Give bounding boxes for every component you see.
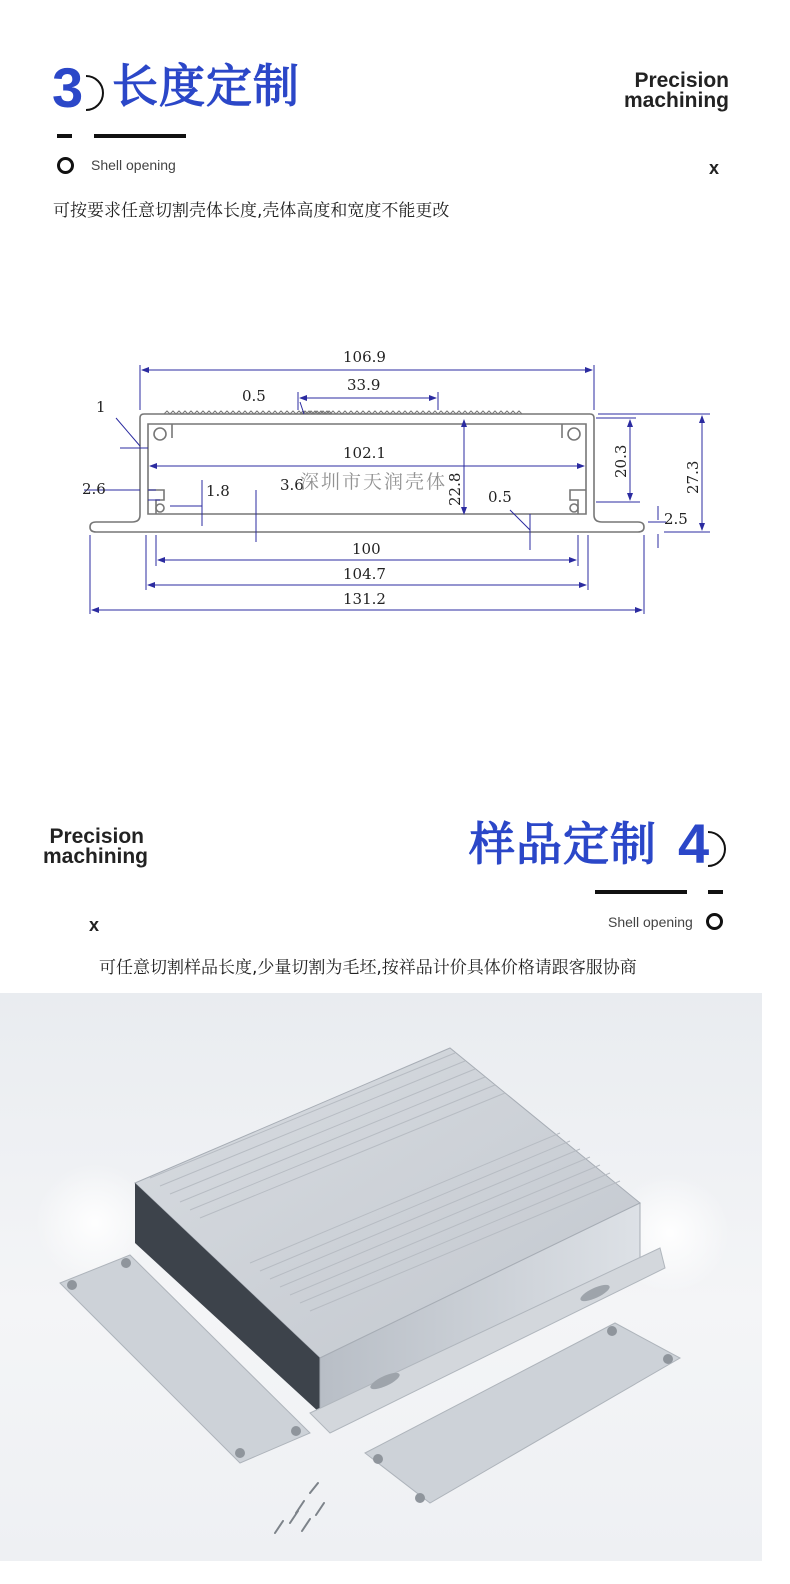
dim-131-2: 131.2: [343, 590, 386, 608]
long-divider: [94, 134, 186, 138]
dim-20-3: 20.3: [612, 444, 630, 478]
circle-icon: [57, 157, 74, 174]
dim-1-8: 1.8: [206, 482, 230, 500]
section-3-number: 3: [52, 56, 84, 119]
dim-104-7: 104.7: [343, 565, 386, 583]
dim-27-3: 27.3: [684, 460, 702, 494]
section-3-title: 长度定制: [112, 59, 300, 113]
section-4-number: 4: [678, 812, 710, 875]
circle-icon-2: [706, 913, 723, 930]
dim-102-1: 102.1: [343, 444, 386, 462]
dim-0-5-top: 0.5: [242, 387, 266, 405]
precision-label: [624, 71, 729, 111]
short-divider-2: [708, 890, 723, 894]
watermark-text: 深圳市天润壳体: [300, 471, 448, 493]
dim-2-6: 2.6: [82, 480, 106, 498]
product-photo: [0, 993, 762, 1561]
machining-word: machining: [623, 89, 729, 112]
shell-opening-label: Shell opening: [91, 157, 176, 173]
number-bracket-icon-2: [706, 829, 726, 869]
section-4-title: 样品定制: [469, 817, 657, 871]
dim-1: 1: [96, 398, 106, 416]
enclosure-illustration: [0, 993, 762, 1561]
profile-drawing: [60, 330, 730, 620]
section-4-description: 可任意切割样品长度,少量切割为毛坯,按祥品计价具体价格请跟客服协商: [99, 958, 637, 978]
precision-word: Precision: [634, 69, 729, 92]
dim-106-9: 106.9: [343, 348, 386, 366]
number-bracket-icon: [84, 73, 104, 113]
long-divider-2: [595, 890, 687, 894]
shell-opening-label-2: Shell opening: [608, 914, 693, 930]
dim-33-9: 33.9: [347, 376, 381, 394]
dim-22-8: 22.8: [446, 472, 464, 506]
short-divider: [57, 134, 72, 138]
precision-label-2: [43, 825, 149, 868]
x-mark: x: [709, 158, 720, 178]
x-mark-2: x: [89, 915, 100, 935]
dim-2-5: 2.5: [664, 510, 688, 528]
dim-3-6: 3.6: [280, 476, 304, 494]
dim-100: 100: [352, 540, 381, 558]
dim-0-5-bottom: 0.5: [488, 488, 512, 506]
machining-word-2: machining: [43, 845, 149, 868]
section-3-description: 可按要求任意切割壳体长度,壳体高度和宽度不能更改: [53, 201, 450, 221]
precision-word-2: Precision: [49, 825, 144, 848]
screws: [275, 1483, 324, 1533]
